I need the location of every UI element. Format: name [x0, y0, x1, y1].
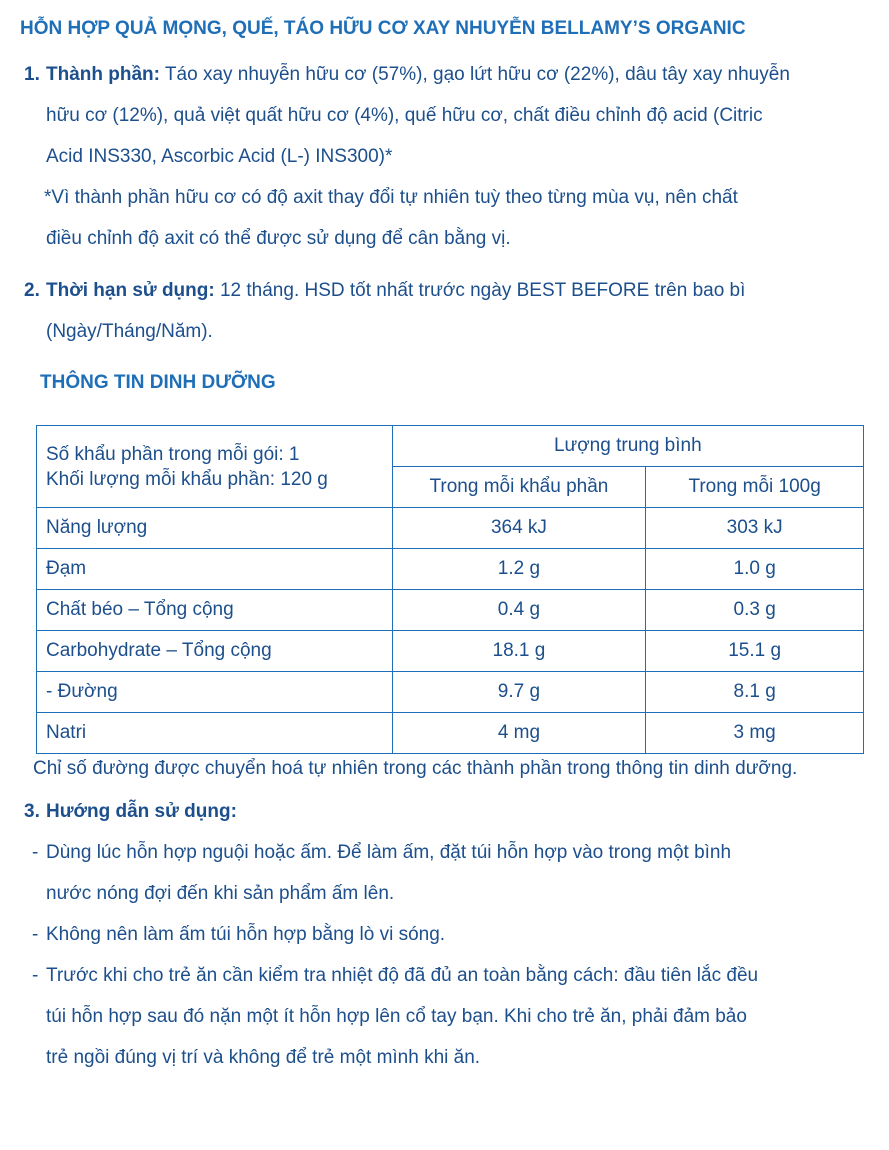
nutrient-name: - Đường: [37, 672, 393, 713]
table-row: [37, 672, 864, 713]
usage-label: Hướng dẫn sử dụng:: [46, 801, 237, 822]
per-100g-value: 303 kJ: [646, 508, 864, 549]
nutrition-heading: THÔNG TIN DINH DƯỠNG: [40, 372, 276, 393]
per-serving-value: 18.1 g: [392, 631, 646, 672]
ingredients-section: [0, 54, 889, 259]
usage-text: Dùng lúc hỗn hợp nguội hoặc ấm. Để làm ấm, đặt túi hỗn hợp vào trong một bình: [46, 842, 732, 863]
page-title: HỖN HỢP QUẢ MỌNG, QUẾ, TÁO HỮU CƠ XAY NHUYỄN BELLAMY’S ORGANIC: [20, 18, 746, 39]
table-row: [37, 549, 864, 590]
per-100g-value: 3 mg: [646, 713, 864, 754]
usage-text: Trước khi cho trẻ ăn cần kiểm tra nhiệt độ đã đủ an toàn bằng cách: đầu tiên lắc đều: [46, 965, 759, 986]
ingredients-text-line: Acid INS330, Ascorbic Acid (L-) INS300)*: [46, 146, 393, 167]
per-serving-header: Trong mỗi khẩu phần: [392, 467, 646, 508]
per-serving-value: 9.7 g: [392, 672, 646, 713]
serving-size: Khối lượng mỗi khẩu phần: 120 g: [46, 468, 328, 490]
nutrition-table: [36, 425, 864, 754]
bullet-dash: -: [32, 965, 39, 986]
average-quantity-header: Lượng trung bình: [392, 426, 863, 467]
table-row: [37, 590, 864, 631]
nutrient-name: Chất béo – Tổng cộng: [37, 590, 393, 631]
per-serving-value: 4 mg: [392, 713, 646, 754]
serving-info-cell: [37, 426, 393, 508]
per-serving-value: 1.2 g: [392, 549, 646, 590]
ingredients-text-line: hữu cơ (12%), quả việt quất hữu cơ (4%), quế hữu cơ, chất điều chỉnh độ acid (Citric: [46, 105, 763, 126]
nutrient-name: Đạm: [37, 549, 393, 590]
usage-text: nước nóng đợi đến khi sản phẩm ấm lên.: [46, 883, 395, 904]
section-number: 2.: [24, 280, 40, 301]
section-number: 1.: [24, 64, 40, 85]
table-row: [37, 631, 864, 672]
usage-bullet-1: [0, 832, 889, 873]
nutrient-name: Natri: [37, 713, 393, 754]
ingredients-note-line: *Vì thành phần hữu cơ có độ axit thay đổi tự nhiên tuỳ theo từng mùa vụ, nên chất: [44, 187, 738, 208]
usage-text: trẻ ngồi đúng vị trí và không để trẻ một mình khi ăn.: [46, 1047, 481, 1068]
usage-bullet-2: [0, 914, 889, 955]
nutrient-name: Năng lượng: [37, 508, 393, 549]
ingredients-note-line: điều chỉnh độ axit có thể được sử dụng để cân bằng vị.: [46, 228, 511, 249]
shelf-life-label: Thời hạn sử dụng:: [46, 280, 215, 301]
ingredients-text-line: Táo xay nhuyễn hữu cơ (57%), gạo lứt hữu cơ (22%), dâu tây xay nhuyễn: [164, 64, 790, 85]
usage-text: Không nên làm ấm túi hỗn hợp bằng lò vi sóng.: [46, 924, 446, 945]
ingredients-label: Thành phần:: [46, 64, 160, 85]
per-100g-value: 0.3 g: [646, 590, 864, 631]
bullet-dash: -: [32, 842, 39, 863]
nutrition-footnote: Chỉ số đường được chuyển hoá tự nhiên trong các thành phần trong thông tin dinh dưỡng.: [33, 758, 798, 779]
per-100g-value: 15.1 g: [646, 631, 864, 672]
servings-per-pack: Số khẩu phần trong mỗi gói: 1: [46, 443, 300, 465]
usage-bullet-3: [0, 955, 889, 996]
table-row: [37, 713, 864, 754]
bullet-dash: -: [32, 924, 39, 945]
per-serving-value: 364 kJ: [392, 508, 646, 549]
shelf-life-section: [0, 270, 889, 352]
per-100g-header: Trong mỗi 100g: [646, 467, 864, 508]
section-number: 3.: [24, 801, 40, 822]
table-row: [37, 508, 864, 549]
per-100g-value: 1.0 g: [646, 549, 864, 590]
per-serving-value: 0.4 g: [392, 590, 646, 631]
table-header-row: [37, 426, 864, 467]
usage-section: [0, 791, 889, 1078]
shelf-life-text: 12 tháng. HSD tốt nhất trước ngày BEST BEFORE trên bao bì: [219, 280, 746, 301]
nutrient-name: Carbohydrate – Tổng cộng: [37, 631, 393, 672]
per-100g-value: 8.1 g: [646, 672, 864, 713]
usage-text: túi hỗn hợp sau đó nặn một ít hỗn hợp lên cổ tay bạn. Khi cho trẻ ăn, phải đảm bảo: [46, 1006, 747, 1027]
shelf-life-text: (Ngày/Tháng/Năm).: [46, 321, 213, 342]
